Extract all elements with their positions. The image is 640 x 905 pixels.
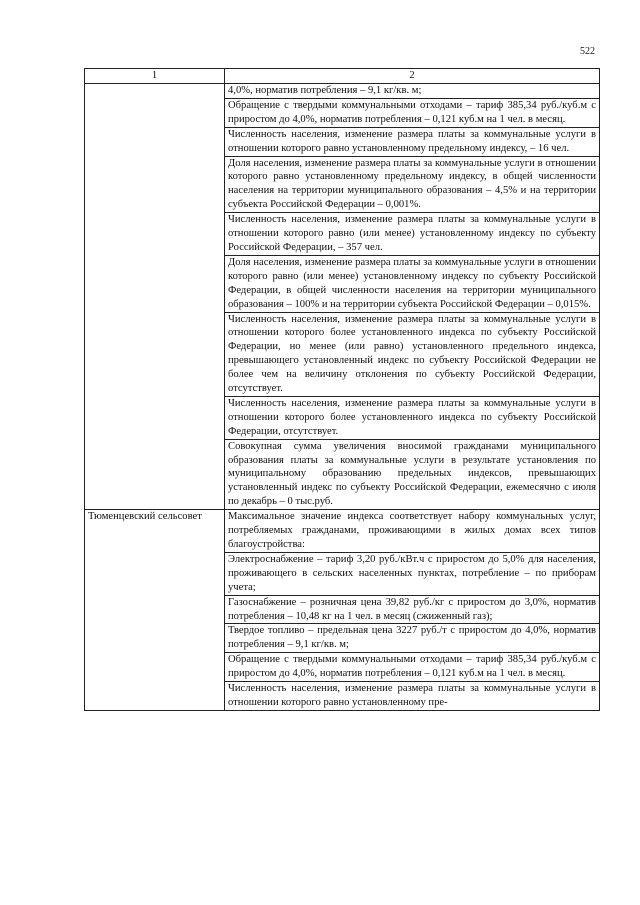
- paragraph: Численность населения, изменение размера платы за коммунальные услуги в отношении которого равно установленному предельному индексу, – 16 чел.: [225, 127, 599, 156]
- paragraph: Численность населения, изменение размера платы за коммунальные услуги в отношении которого более установленного индекса по субъекту Российской Федерации, но менее (или равно) установленного предельного индекса, превышающего установленный индекс по субъекту Российской Федерации не более чем на величину отклонения по субъекту Российской Федерации, отсутствует.: [225, 312, 599, 396]
- table-row: [85, 84, 600, 510]
- paragraph: Численность населения, изменение размера платы за коммунальные услуги в отношении которого равно (или менее) установленному индексу по субъекту Российской Федерации, – 357 чел.: [225, 212, 599, 255]
- paragraph: Электроснабжение – тариф 3,20 руб./кВт.ч с приростом до 5,0% для населения, проживающего в сельских населенных пунктах, потребление – по приборам учета;: [225, 552, 599, 595]
- paragraph: Доля населения, изменение размера платы за коммунальные услуги в отношении которого равно (или менее) установленному индексу по субъекту Российской Федерации, в общей численности населения на территории муниципального образования – 100% и на территории субъекта Российской Федерации – 0,015%.: [225, 255, 599, 312]
- paragraph: 4,0%, норматив потребления – 9,1 кг/кв. м;: [228, 85, 422, 96]
- table-header-row: [85, 69, 600, 84]
- content-cell: [225, 84, 600, 510]
- paragraph: Газоснабжение – розничная цена 39,82 руб./кг с приростом до 3,0%, норматив потребления – 10,48 кг на 1 чел. в месяц (сжиженный газ);: [225, 595, 599, 624]
- region-cell: [85, 84, 225, 510]
- paragraph: Численность населения, изменение размера платы за коммунальные услуги в отношении которого более установленного индекса по субъекту Российской Федерации, отсутствует.: [225, 396, 599, 439]
- paragraph: Обращение с твердыми коммунальными отходами – тариф 385,34 руб./куб.м с приростом до 4,0%, норматив потребления – 0,121 куб.м на 1 чел. в месяц.: [225, 98, 599, 127]
- paragraph: Совокупная сумма увеличения вносимой гражданами муниципального образования платы за коммунальные услуги в результате установления по муниципальному образованию предельных индексов, превышающих установленный индекс по субъекту Российской Федерации, ежемесячно с июля по декабрь – 0 тыс.руб.: [225, 439, 599, 510]
- paragraph: Численность населения, изменение размера платы за коммунальные услуги в отношении которого равно установленному пре-: [225, 681, 599, 710]
- paragraph: Доля населения, изменение размера платы за коммунальные услуги в отношении которого равно установленному предельному индексу, в общей численности населения на территории муниципального образования – 4,5% и на территории субъекта Российской Федерации – 0,001%.: [225, 156, 599, 213]
- paragraph: Твердое топливо – предельная цена 3227 руб./т с приростом до 4,0%, норматив потребления – 9,1 кг/кв. м;: [225, 623, 599, 652]
- region-cell: Тюменцевский сельсовет: [85, 510, 225, 711]
- paragraph: Обращение с твердыми коммунальными отходами – тариф 385,34 руб./куб.м с приростом до 4,0%, норматив потребления – 0,121 куб.м на 1 чел. в месяц.: [225, 652, 599, 681]
- page-number: 522: [580, 46, 595, 57]
- column-header-2: 2: [225, 69, 600, 84]
- data-table: [84, 68, 600, 711]
- column-header-1: 1: [85, 69, 225, 84]
- paragraph: Максимальное значение индекса соответствует набору коммунальных услуг, потребляемых гражданами, проживающими в жилых домах всех типов благоустройства:: [228, 511, 596, 550]
- table-row: [85, 510, 600, 711]
- content-cell: [225, 510, 600, 711]
